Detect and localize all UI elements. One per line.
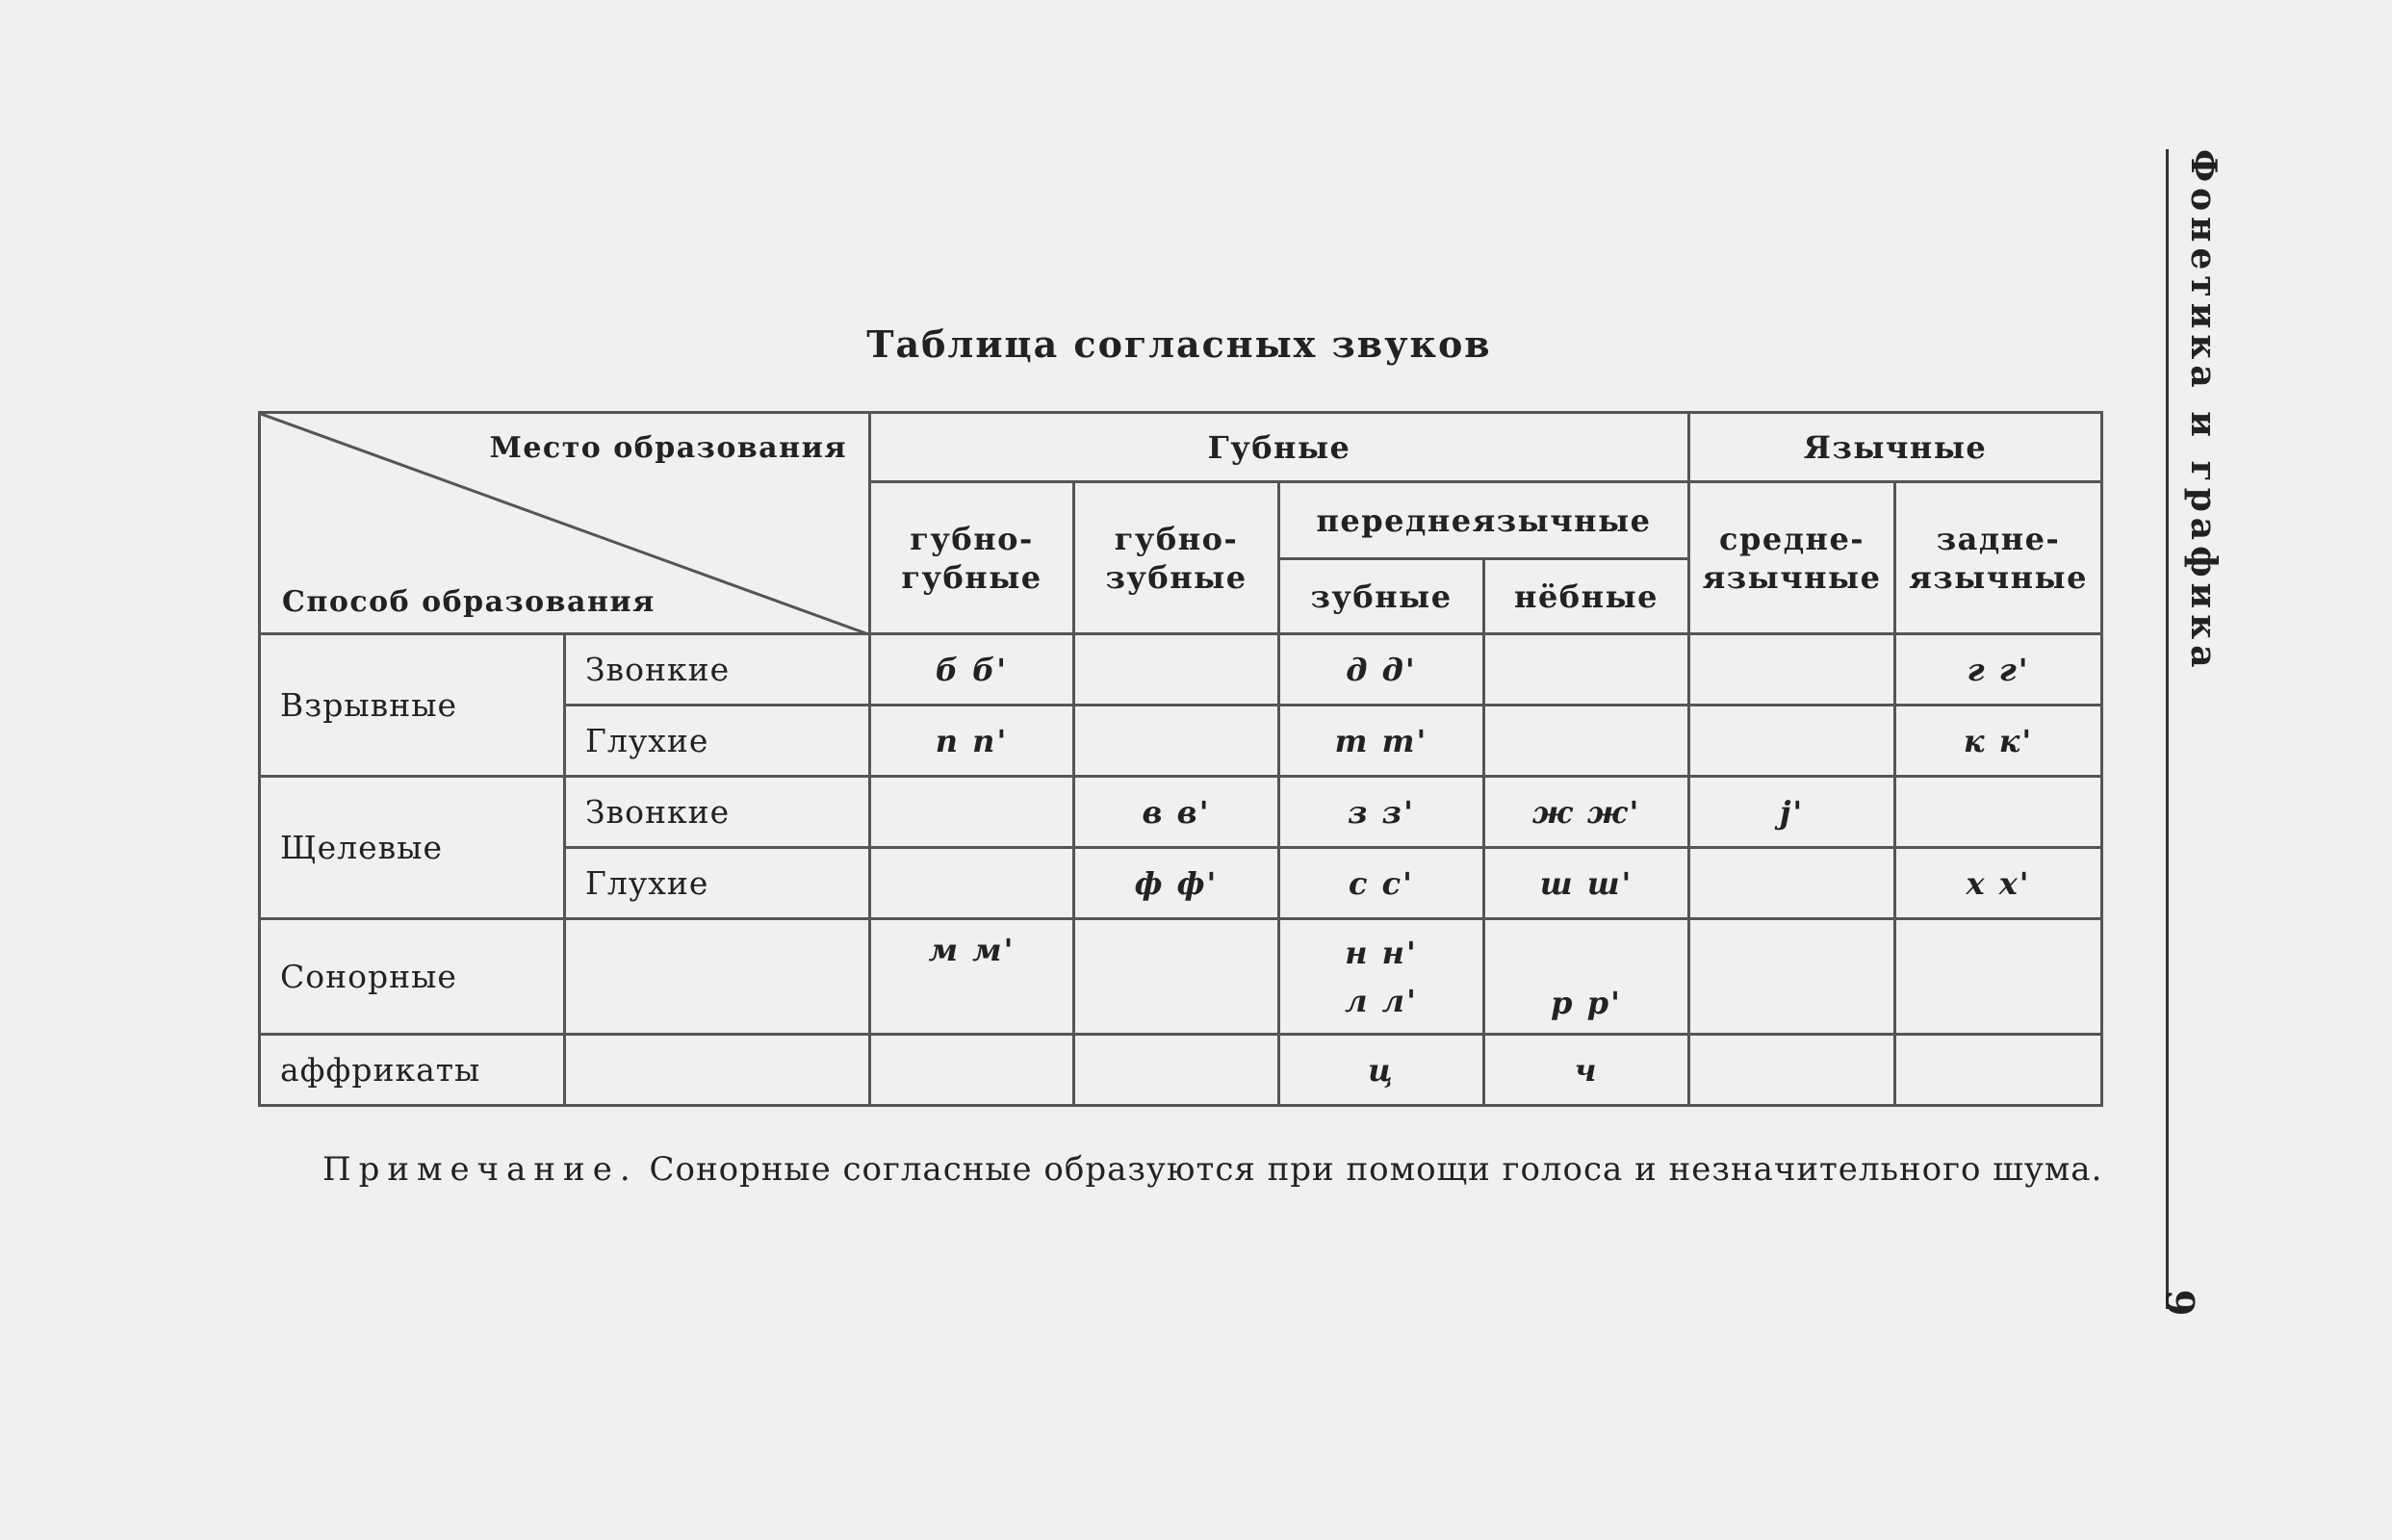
empty-cell — [870, 1035, 1074, 1106]
dental-header: зубные — [1279, 559, 1484, 634]
palatal-header: нёбные — [1484, 559, 1689, 634]
sound-cell: ф ф' — [1074, 848, 1279, 919]
empty-cell — [1895, 1035, 2102, 1106]
row-fricative: Щелевые — [260, 777, 565, 919]
empty-cell — [1689, 706, 1895, 777]
sound-cell: т т' — [1279, 706, 1484, 777]
sound-cell: ж ж' — [1484, 777, 1689, 848]
footnote-label: Примечание. — [322, 1150, 638, 1189]
sound-cell: ц — [1279, 1035, 1484, 1106]
footnote — [322, 1150, 2102, 1189]
side-rule — [2166, 149, 2169, 1309]
sound-cell: м м' — [870, 919, 1074, 1035]
empty-cell — [1895, 777, 2102, 848]
empty-cell — [870, 848, 1074, 919]
sound-cell: с с' — [1279, 848, 1484, 919]
sound-cell: х х' — [1895, 848, 2102, 919]
empty-cell — [1689, 634, 1895, 706]
empty-cell — [1689, 848, 1895, 919]
sound-cell: р р' — [1484, 919, 1689, 1035]
page-title: Таблица согласных звуков — [866, 322, 1492, 366]
corner-header-cell — [260, 413, 870, 634]
empty-cell — [1484, 706, 1689, 777]
consonant-table-wrap — [258, 411, 2100, 1104]
sound-line: н н' — [1345, 934, 1418, 971]
bilabial-header: губно- губные — [870, 482, 1074, 634]
place-of-formation-label: Место образования — [489, 431, 847, 465]
empty-cell — [1074, 919, 1279, 1035]
running-head: Фонетика и графика — [2183, 149, 2224, 674]
sound-cell: д д' — [1279, 634, 1484, 706]
page-number: 9 — [2156, 1289, 2202, 1317]
empty-cell — [565, 1035, 870, 1106]
lingual-header: Язычные — [1689, 413, 2102, 482]
sound-line: л л' — [1345, 982, 1418, 1019]
row-voiceless: Глухие — [565, 706, 870, 777]
sound-cell-double — [1279, 919, 1484, 1035]
sound-cell: j' — [1689, 777, 1895, 848]
empty-cell — [1074, 1035, 1279, 1106]
sound-cell: ш ш' — [1484, 848, 1689, 919]
labial-header: Губные — [870, 413, 1689, 482]
row-voiceless: Глухие — [565, 848, 870, 919]
empty-cell — [1484, 634, 1689, 706]
empty-cell — [565, 919, 870, 1035]
sound-cell: к к' — [1895, 706, 2102, 777]
footnote-text: Сонорные согласные образуются при помощи голоса и незначительного шума. — [649, 1150, 2103, 1189]
row-voiced: Звонкие — [565, 777, 870, 848]
empty-cell — [1689, 919, 1895, 1035]
empty-cell — [1895, 919, 2102, 1035]
sound-cell: в в' — [1074, 777, 1279, 848]
backlingual-header: задне- язычные — [1895, 482, 2102, 634]
midlingual-header: средне- язычные — [1689, 482, 1895, 634]
consonant-table — [258, 411, 2103, 1107]
row-plosive: Взрывные — [260, 634, 565, 777]
empty-cell — [1074, 706, 1279, 777]
sound-cell: б б' — [870, 634, 1074, 706]
row-voiced: Звонкие — [565, 634, 870, 706]
labiodental-header: губно- зубные — [1074, 482, 1279, 634]
frontlingual-header: переднеязычные — [1279, 482, 1689, 559]
empty-cell — [1689, 1035, 1895, 1106]
row-sonorant: Сонорные — [260, 919, 565, 1035]
empty-cell — [1074, 634, 1279, 706]
sound-cell: з з' — [1279, 777, 1484, 848]
empty-cell — [870, 777, 1074, 848]
method-of-formation-label: Способ образования — [282, 585, 656, 619]
sound-cell: п п' — [870, 706, 1074, 777]
row-affricate: аффрикаты — [260, 1035, 565, 1106]
sound-cell: ч — [1484, 1035, 1689, 1106]
sound-cell: г г' — [1895, 634, 2102, 706]
